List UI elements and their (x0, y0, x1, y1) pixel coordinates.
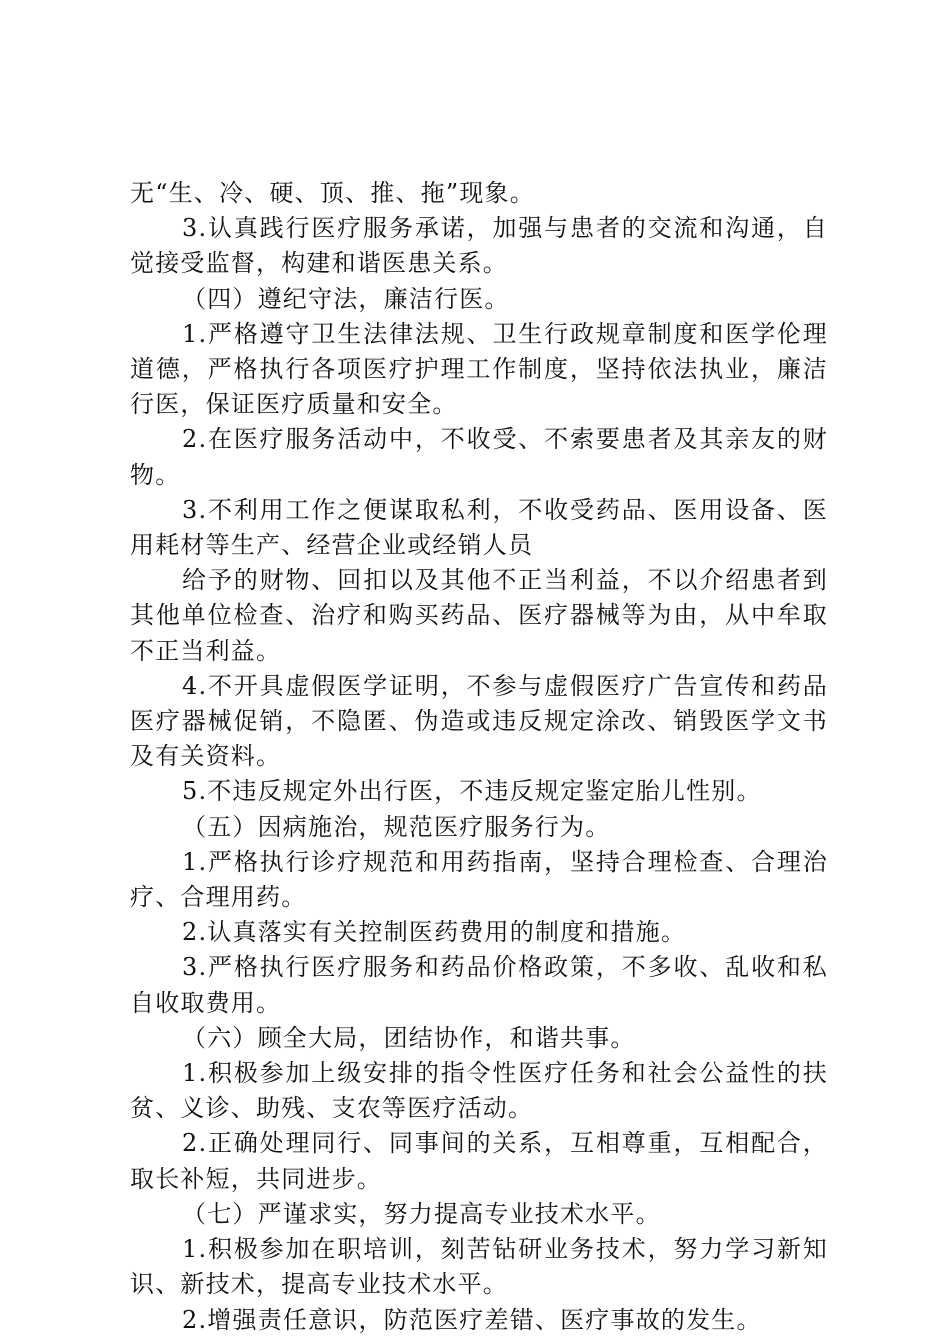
paragraph-4: 1.严格遵守卫生法律法规、卫生行政规章制度和医学伦理道德，严格执行各项医疗护理工作制度，坚持依法执业，廉洁行医，保证医疗质量和安全。 (130, 319, 828, 419)
paragraph-16: 2.正确处理同行、同事间的关系，互相尊重，互相配合，取长补短，共同进步。 (130, 1129, 828, 1193)
paragraph-19: 2.增强责任意识，防范医疗差错、医疗事故的发生。 (182, 1305, 762, 1334)
section-heading-5: （五）因病施治，规范医疗服务行为。 (182, 812, 611, 841)
paragraph-1: 无“生、冷、硬、顶、推、拖”现象。 (130, 179, 535, 207)
paragraph-7: 给予的财物、回扣以及其他不正当利益，不以介绍患者到其他单位检查、治疗和购买药品、医疗器械等为由，从中牟取不正当利益。 (130, 566, 828, 665)
paragraph-18: 1.积极参加在职培训，刻苦钻研业务技术，努力学习新知识、新技术，提高专业技术水平。 (130, 1235, 828, 1299)
section-heading-6: （六）顾全大局，团结协作，和谐共事。 (182, 1023, 636, 1052)
paragraph-12: 2.认真落实有关控制医药费用的制度和措施。 (182, 918, 687, 947)
paragraph-13: 3.严格执行医疗服务和药品价格政策，不多收、乱收和私自收取费用。 (130, 953, 828, 1017)
paragraph-2: 3.认真践行医疗服务承诺，加强与患者的交流和沟通，自觉接受监督，构建和谐医患关系。 (130, 214, 828, 278)
paragraph-11: 1.严格执行诊疗规范和用药指南，坚持合理检查、合理治疗、合理用药。 (130, 847, 828, 912)
paragraph-9: 5.不违反规定外出行医，不违反规定鉴定胎儿性别。 (182, 777, 762, 806)
paragraph-8: 4.不开具虚假医学证明，不参与虚假医疗广告宣传和药品医疗器械促销，不隐匿、伪造或违反规定涂改、销毁医学文书及有关资料。 (130, 671, 828, 771)
paragraph-15: 1.积极参加上级安排的指令性医疗任务和社会公益性的扶贫、义诊、助残、支农等医疗活动。 (130, 1059, 828, 1123)
paragraph-6: 3.不利用工作之便谋取私利，不收受药品、医用设备、医用耗材等生产、经营企业或经销人员 (130, 495, 828, 560)
section-heading-4: （四）遵纪守法，廉洁行医。 (182, 284, 510, 313)
paragraph-5: 2.在医疗服务活动中，不收受、不索要患者及其亲友的财物。 (130, 425, 828, 489)
section-heading-7: （七）严谨求实，努力提高专业技术水平。 (182, 1199, 661, 1228)
